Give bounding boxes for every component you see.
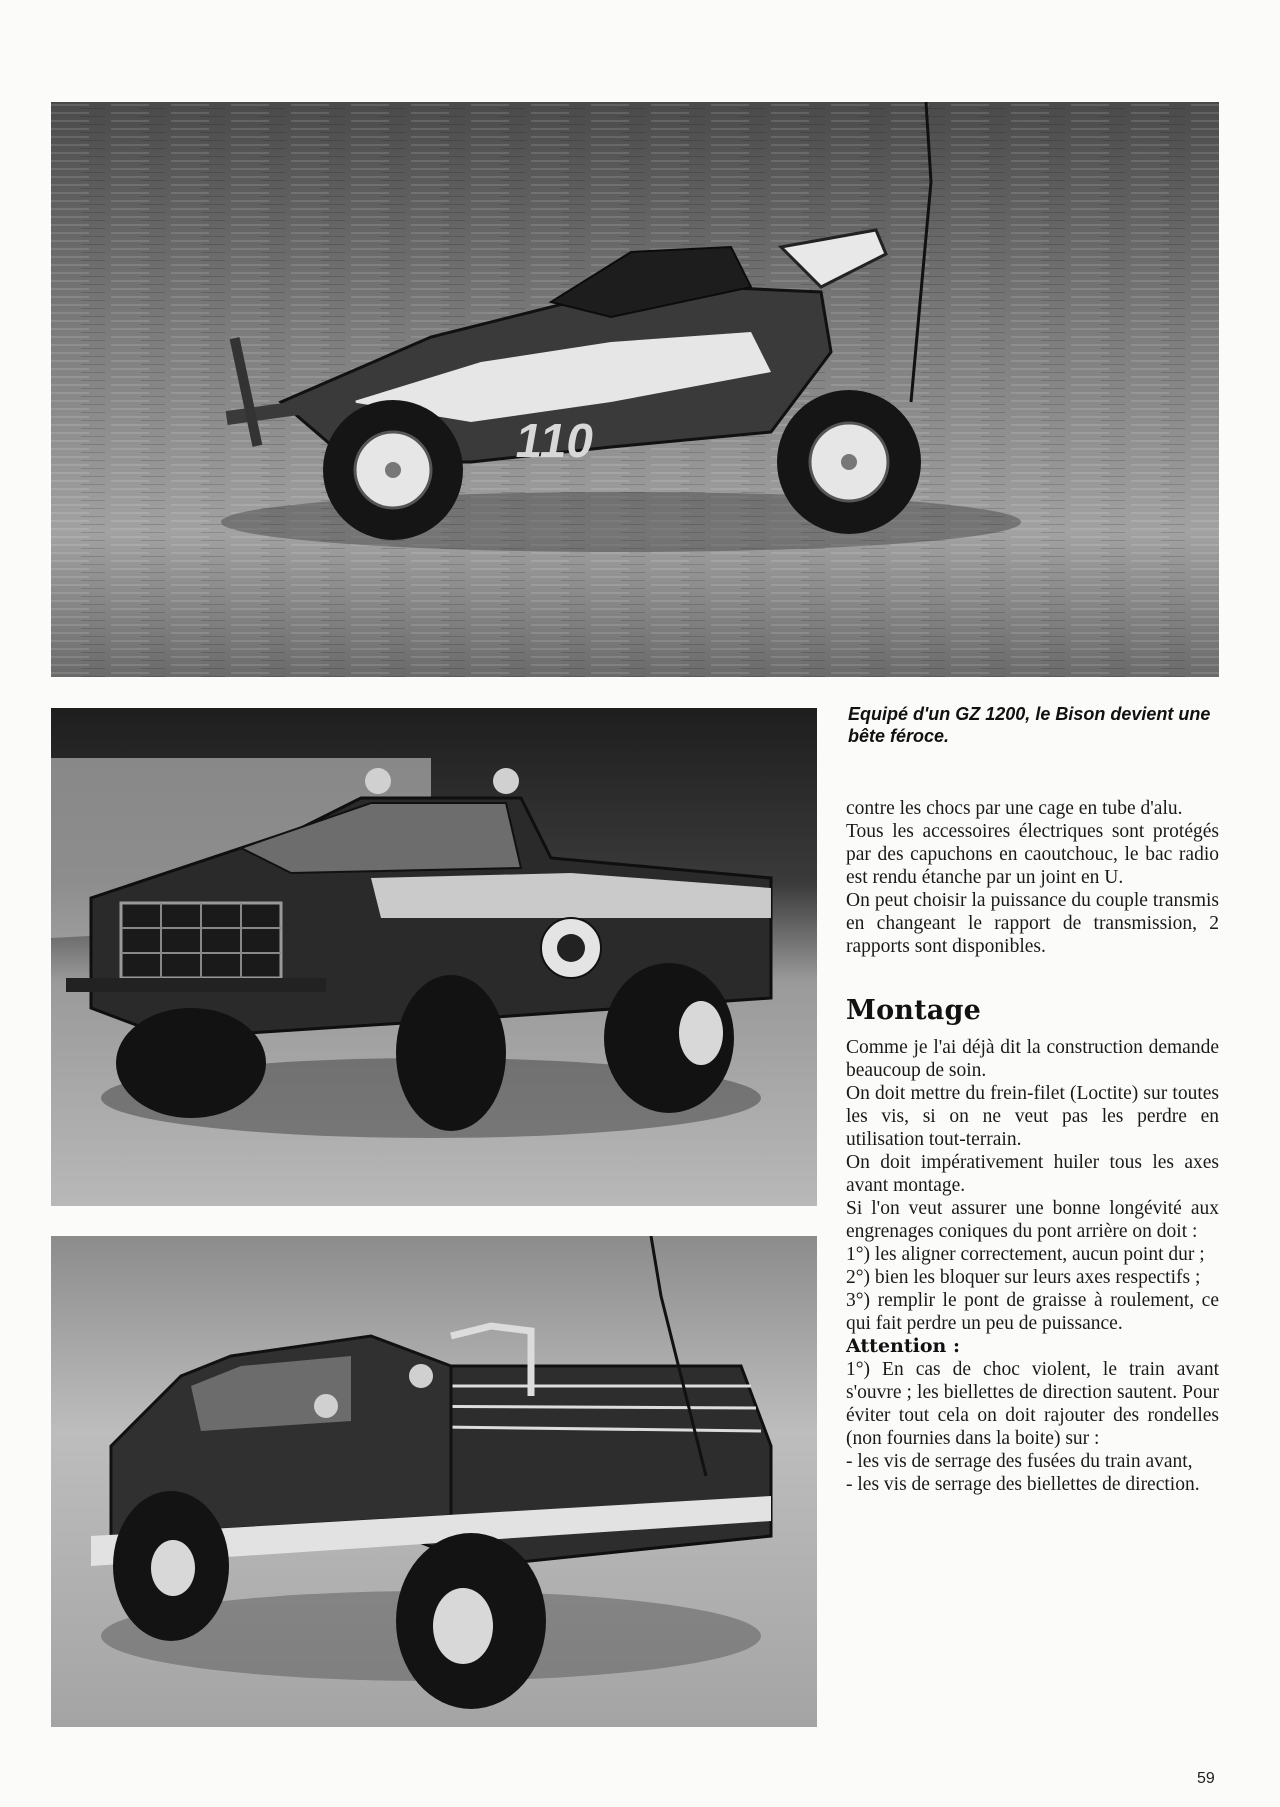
photo-caption: Equipé d'un GZ 1200, le Bison devient une bête féroce. (848, 704, 1211, 746)
paragraph: 3°) remplir le pont de graisse à roulement, ce qui fait perdre un peu de puissance. (846, 1290, 1219, 1334)
paragraph: Comme je l'ai déjà dit la construction demande beaucoup de soin. (846, 1037, 1219, 1081)
paragraph: On doit impérativement huiler tous les axes avant montage. (846, 1152, 1219, 1196)
attention-heading: Attention : (846, 1335, 960, 1357)
section-heading: Montage (846, 995, 981, 1026)
paragraph: Tous les accessoires électriques sont protégés par des capuchons en caoutchouc, le bac radio est rendu étanche par un joint en U. (846, 821, 1219, 888)
svg-text:110: 110 (511, 414, 599, 468)
paragraph: 2°) bien les bloquer sur leurs axes respectifs ; (846, 1267, 1201, 1288)
list-item: - les vis de serrage des fusées du train avant, (846, 1451, 1193, 1472)
paragraph: contre les chocs par une cage en tube d'alu. (846, 798, 1183, 819)
buggy-photo (51, 102, 1219, 677)
paragraph: 1°) En cas de choc violent, le train avant s'ouvre ; les biellettes de direction sautent. Pour éviter tout cela on doit rajouter des rondelles (non fournies dans la boite) sur : (846, 1359, 1219, 1449)
pickup-front-photo (51, 708, 817, 1206)
page-number: 59 (1197, 1770, 1215, 1787)
paragraph: 1°) les aligner correctement, aucun point dur ; (846, 1244, 1205, 1265)
pickup-rear-photo (51, 1236, 817, 1727)
paragraph: On doit mettre du frein-filet (Loctite) sur toutes les vis, si on ne veut pas les perdre en utilisation tout-terrain. (846, 1083, 1219, 1150)
article-column (846, 797, 1219, 1496)
paragraph: On peut choisir la puissance du couple transmis en changeant le rapport de transmission, 2 rapports sont disponibles. (846, 890, 1219, 957)
paragraph: Si l'on veut assurer une bonne longévité aux engrenages coniques du pont arrière on doit : (846, 1198, 1219, 1242)
list-item: - les vis de serrage des biellettes de direction. (846, 1474, 1200, 1495)
